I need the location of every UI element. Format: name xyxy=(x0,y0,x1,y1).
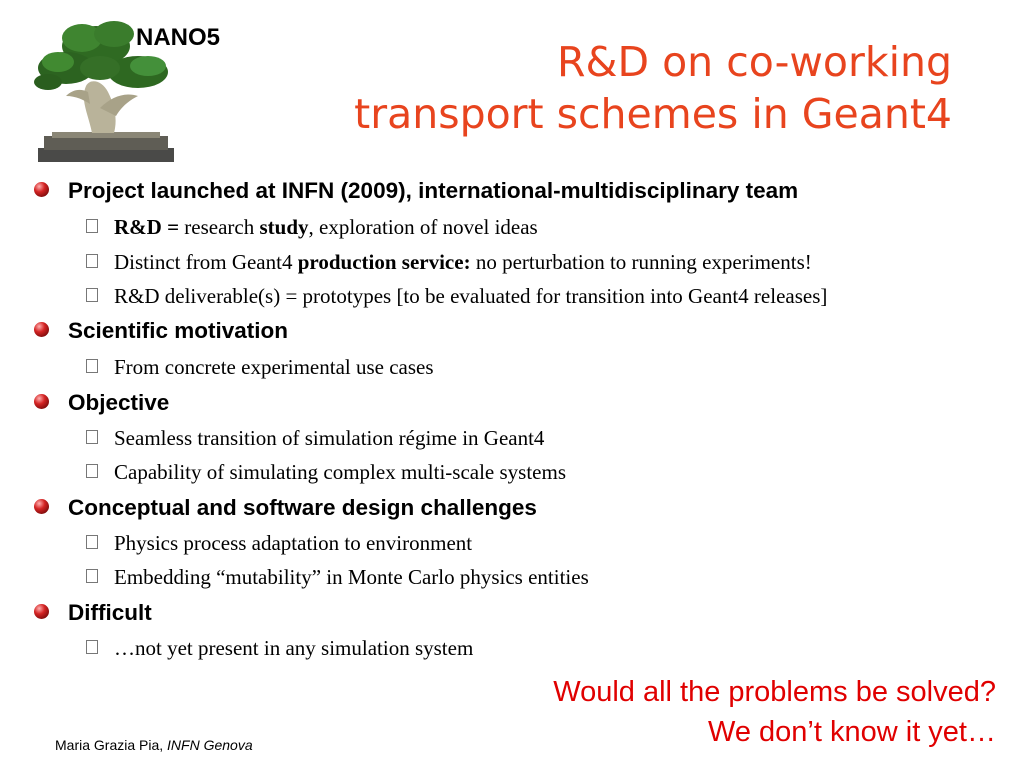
bullet-sphere-icon xyxy=(34,394,49,409)
conclusion-line-2: We don’t know it yet… xyxy=(708,716,996,748)
sub-bullet-item: R&D deliverable(s) = prototypes [to be evaluated for transition into Geant4 releases] xyxy=(114,284,827,309)
title-line-2: transport schemes in Geant4 xyxy=(354,90,952,138)
title-line-1: R&D on co-working xyxy=(557,38,952,86)
bullet-item: Scientific motivation xyxy=(68,318,288,344)
checkbox-bullet-icon xyxy=(86,535,98,549)
sub-bullet-item: Distinct from Geant4 production service: no perturbation to running experiments! xyxy=(114,250,812,275)
bullet-item: Project launched at INFN (2009), international-multidisciplinary team xyxy=(68,178,798,204)
checkbox-bullet-icon xyxy=(86,569,98,583)
sub-bullet-item: R&D = research study, exploration of novel ideas xyxy=(114,215,538,240)
checkbox-bullet-icon xyxy=(86,430,98,444)
checkbox-bullet-icon xyxy=(86,640,98,654)
checkbox-bullet-icon xyxy=(86,254,98,268)
footer-author: Maria Grazia Pia, xyxy=(55,737,168,753)
sub-bullet-item: Embedding “mutability” in Monte Carlo physics entities xyxy=(114,565,589,590)
checkbox-bullet-icon xyxy=(86,219,98,233)
bullet-item: Objective xyxy=(68,390,169,416)
footer-credit xyxy=(55,737,253,753)
sub-bullet-item: Seamless transition of simulation régime in Geant4 xyxy=(114,426,544,451)
footer-institution: INFN Genova xyxy=(167,737,253,753)
checkbox-bullet-icon xyxy=(86,288,98,302)
checkbox-bullet-icon xyxy=(86,359,98,373)
bullet-sphere-icon xyxy=(34,322,49,337)
sub-bullet-item: Capability of simulating complex multi-scale systems xyxy=(114,460,566,485)
conclusion-line-1: Would all the problems be solved? xyxy=(553,676,996,708)
slide-title xyxy=(354,36,952,140)
conclusion-text xyxy=(553,672,996,752)
sub-bullet-item: …not yet present in any simulation system xyxy=(114,636,473,661)
bullet-item: Conceptual and software design challenges xyxy=(68,495,537,521)
bullet-sphere-icon xyxy=(34,604,49,619)
bullet-item: Difficult xyxy=(68,600,152,626)
sub-bullet-item: From concrete experimental use cases xyxy=(114,355,434,380)
bullet-sphere-icon xyxy=(34,182,49,197)
logo-label: NANO5 xyxy=(136,24,221,51)
checkbox-bullet-icon xyxy=(86,464,98,478)
bullet-sphere-icon xyxy=(34,499,49,514)
sub-bullet-item: Physics process adaptation to environment xyxy=(114,531,472,556)
